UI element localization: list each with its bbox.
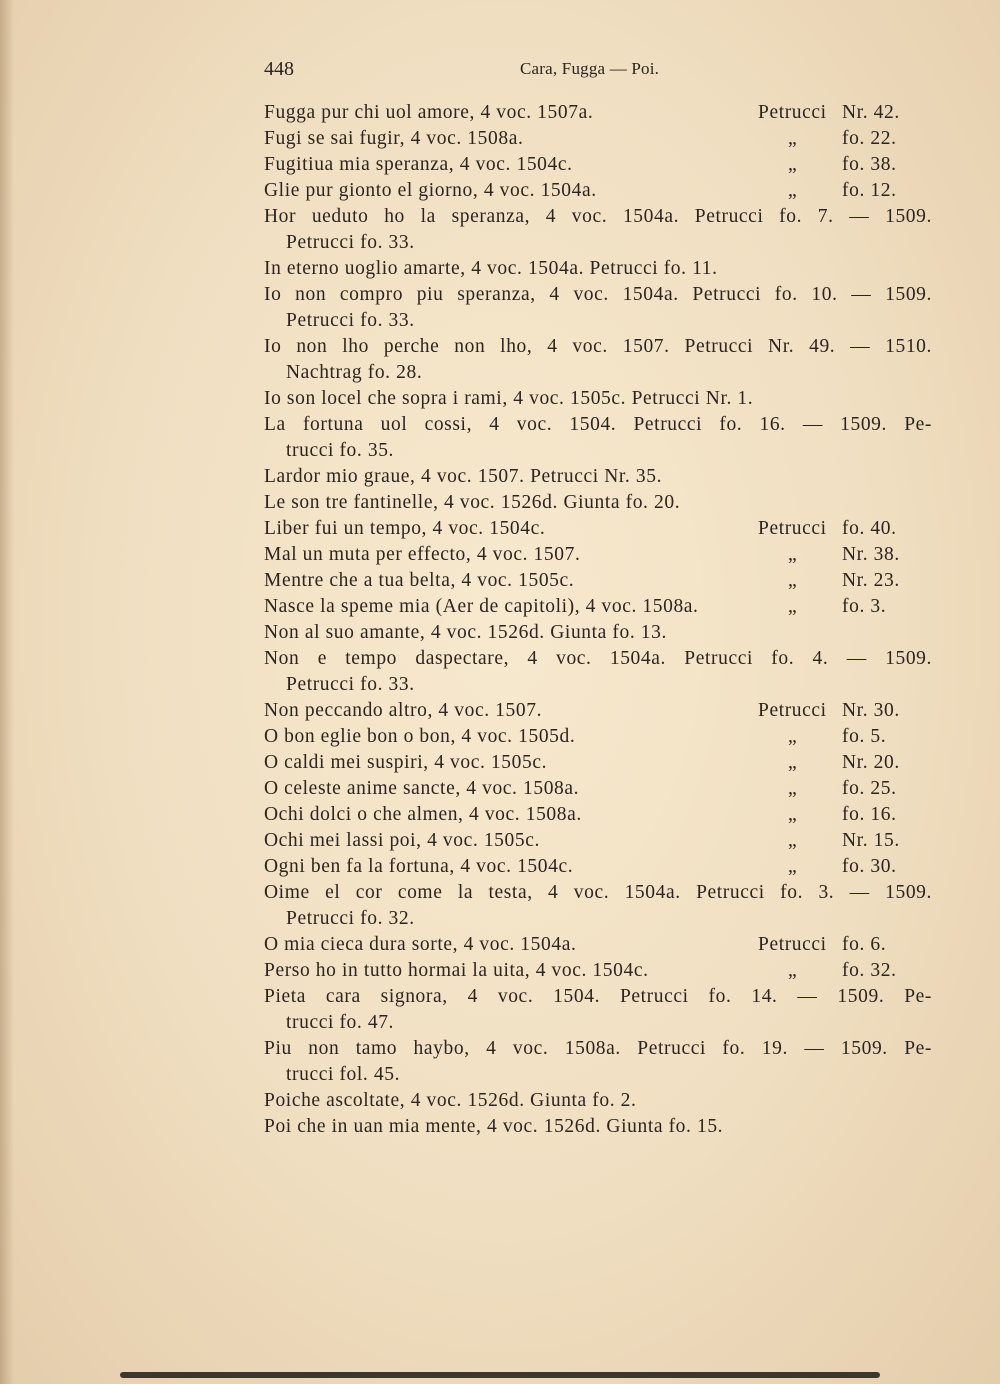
entry-line	[264, 854, 932, 880]
entry-line	[264, 568, 932, 594]
entry-reference: fo. 30.	[842, 856, 897, 877]
index-entries	[264, 100, 932, 1140]
entry-reference: Nr. 42.	[842, 102, 900, 123]
entry-reference: Nr. 30.	[842, 700, 900, 721]
entry-line	[264, 100, 932, 126]
entry-reference: fo. 40.	[842, 518, 897, 539]
page-number: 448	[264, 58, 294, 80]
entry-line	[264, 256, 932, 282]
entry-text: Io non compro piu speranza, 4 voc. 1504a. Petrucci fo. 10. — 1509.	[264, 284, 932, 305]
ditto-mark: „	[788, 596, 798, 617]
entry-reference: fo. 3.	[842, 596, 887, 617]
page-bottom-edge	[120, 1372, 880, 1378]
entry-line	[264, 1114, 932, 1140]
entry-text: Oime el cor come la testa, 4 voc. 1504a. Petrucci fo. 3. — 1509.	[264, 882, 932, 903]
entry-title: Glie pur gionto el giorno, 4 voc. 1504a.	[264, 180, 597, 201]
entry-line	[264, 958, 932, 984]
entry-title: Ogni ben fa la fortuna, 4 voc. 1504c.	[264, 856, 574, 877]
entry-reference: Nr. 15.	[842, 830, 900, 851]
entry-title: O mia cieca dura sorte, 4 voc. 1504a.	[264, 934, 577, 955]
entry-title: Perso ho in tutto hormai la uita, 4 voc. 1504c.	[264, 960, 649, 981]
ditto-mark: „	[788, 856, 798, 877]
entry-line	[264, 828, 932, 854]
entry-title: Mal un muta per effecto, 4 voc. 1507.	[264, 544, 581, 565]
entry-text: Le son tre fantinelle, 4 voc. 1526d. Giunta fo. 20.	[264, 492, 681, 513]
entry-line	[264, 932, 932, 958]
entry-text: Io son locel che sopra i rami, 4 voc. 1505c. Petrucci Nr. 1.	[264, 388, 754, 409]
ditto-mark: „	[788, 726, 798, 747]
ditto-mark: „	[788, 154, 798, 175]
ditto-mark: „	[788, 180, 798, 201]
entry-source: Petrucci	[758, 102, 827, 123]
entry-text: Hor ueduto ho la speranza, 4 voc. 1504a. Petrucci fo. 7. — 1509.	[264, 206, 932, 227]
entry-continuation	[264, 230, 932, 256]
entry-reference: fo. 22.	[842, 128, 897, 149]
ditto-mark: „	[788, 960, 798, 981]
entry-title: O celeste anime sancte, 4 voc. 1508a.	[264, 778, 580, 799]
entry-line	[264, 802, 932, 828]
entry-reference: fo. 38.	[842, 154, 897, 175]
entry-text: Non e tempo daspectare, 4 voc. 1504a. Petrucci fo. 4. — 1509.	[264, 648, 932, 669]
entry-text: Piu non tamo haybo, 4 voc. 1508a. Petrucci fo. 19. — 1509. Pe-	[264, 1038, 932, 1059]
entry-continuation	[264, 1062, 932, 1088]
entry-line	[264, 334, 932, 360]
entry-title: Ochi mei lassi poi, 4 voc. 1505c.	[264, 830, 540, 851]
entry-text: trucci fo. 35.	[286, 440, 395, 461]
entry-reference: fo. 32.	[842, 960, 897, 981]
entry-text: Lardor mio graue, 4 voc. 1507. Petrucci Nr. 35.	[264, 466, 663, 487]
entry-text: Poiche ascoltate, 4 voc. 1526d. Giunta fo. 2.	[264, 1090, 637, 1111]
entry-line	[264, 126, 932, 152]
ditto-mark: „	[788, 830, 798, 851]
entry-title: Fugitiua mia speranza, 4 voc. 1504c.	[264, 154, 573, 175]
entry-title: Fugga pur chi uol amore, 4 voc. 1507a.	[264, 102, 594, 123]
entry-source: Petrucci	[758, 518, 827, 539]
entry-title: Non peccando altro, 4 voc. 1507.	[264, 700, 543, 721]
entry-text: Pieta cara signora, 4 voc. 1504. Petrucci fo. 14. — 1509. Pe-	[264, 986, 932, 1007]
entry-line	[264, 646, 932, 672]
ditto-mark: „	[788, 544, 798, 565]
entry-line	[264, 542, 932, 568]
entry-continuation	[264, 1010, 932, 1036]
entry-line	[264, 1088, 932, 1114]
entry-line	[264, 490, 932, 516]
entry-continuation	[264, 438, 932, 464]
entry-text: Poi che in uan mia mente, 4 voc. 1526d. Giunta fo. 15.	[264, 1116, 724, 1137]
entry-text: trucci fol. 45.	[286, 1064, 401, 1085]
entry-text: Petrucci fo. 33.	[286, 674, 415, 695]
entry-line	[264, 880, 932, 906]
entry-reference: fo. 6.	[842, 934, 887, 955]
entry-line	[264, 698, 932, 724]
entry-line	[264, 386, 932, 412]
entry-text: trucci fo. 47.	[286, 1012, 395, 1033]
entry-line	[264, 178, 932, 204]
ditto-mark: „	[788, 804, 798, 825]
entry-continuation	[264, 906, 932, 932]
entry-continuation	[264, 308, 932, 334]
entry-title: Nasce la speme mia (Aer de capitoli), 4 voc. 1508a.	[264, 596, 699, 617]
ditto-mark: „	[788, 752, 798, 773]
entry-reference: fo. 16.	[842, 804, 897, 825]
entry-text: Petrucci fo. 33.	[286, 232, 415, 253]
entry-source: Petrucci	[758, 700, 827, 721]
entry-text: Io non lho perche non lho, 4 voc. 1507. Petrucci Nr. 49. — 1510.	[264, 336, 932, 357]
entry-continuation	[264, 360, 932, 386]
entry-line	[264, 152, 932, 178]
entry-title: Mentre che a tua belta, 4 voc. 1505c.	[264, 570, 575, 591]
entry-line	[264, 464, 932, 490]
entry-reference: fo. 12.	[842, 180, 897, 201]
entry-title: Ochi dolci o che almen, 4 voc. 1508a.	[264, 804, 582, 825]
entry-text: La fortuna uol cossi, 4 voc. 1504. Petrucci fo. 16. — 1509. Pe-	[264, 414, 932, 435]
entry-reference: Nr. 23.	[842, 570, 900, 591]
entry-text: In eterno uoglio amarte, 4 voc. 1504a. Petrucci fo. 11.	[264, 258, 718, 279]
entry-line	[264, 204, 932, 230]
entry-line	[264, 412, 932, 438]
entry-line	[264, 594, 932, 620]
entry-line	[264, 516, 932, 542]
entry-text: Petrucci fo. 32.	[286, 908, 415, 929]
entry-title: Fugi se sai fugir, 4 voc. 1508a.	[264, 128, 524, 149]
ditto-mark: „	[788, 570, 798, 591]
entry-line	[264, 282, 932, 308]
entry-line	[264, 984, 932, 1010]
entry-text: Nachtrag fo. 28.	[286, 362, 423, 383]
entry-line	[264, 724, 932, 750]
entry-reference: fo. 5.	[842, 726, 887, 747]
ditto-mark: „	[788, 128, 798, 149]
entry-line	[264, 750, 932, 776]
entry-line	[264, 776, 932, 802]
entry-title: O bon eglie bon o bon, 4 voc. 1505d.	[264, 726, 576, 747]
entry-text: Non al suo amante, 4 voc. 1526d. Giunta fo. 13.	[264, 622, 667, 643]
running-head: Cara, Fugga — Poi.	[520, 59, 660, 78]
entry-line	[264, 620, 932, 646]
entry-reference: Nr. 20.	[842, 752, 900, 773]
entry-reference: fo. 25.	[842, 778, 897, 799]
entry-text: Petrucci fo. 33.	[286, 310, 415, 331]
entry-title: Liber fui un tempo, 4 voc. 1504c.	[264, 518, 546, 539]
entry-title: O caldi mei suspiri, 4 voc. 1505c.	[264, 752, 548, 773]
entry-source: Petrucci	[758, 934, 827, 955]
entry-continuation	[264, 672, 932, 698]
entry-reference: Nr. 38.	[842, 544, 900, 565]
entry-line	[264, 1036, 932, 1062]
page-edge-shadow	[0, 0, 14, 1384]
page-header	[264, 58, 934, 86]
ditto-mark: „	[788, 778, 798, 799]
